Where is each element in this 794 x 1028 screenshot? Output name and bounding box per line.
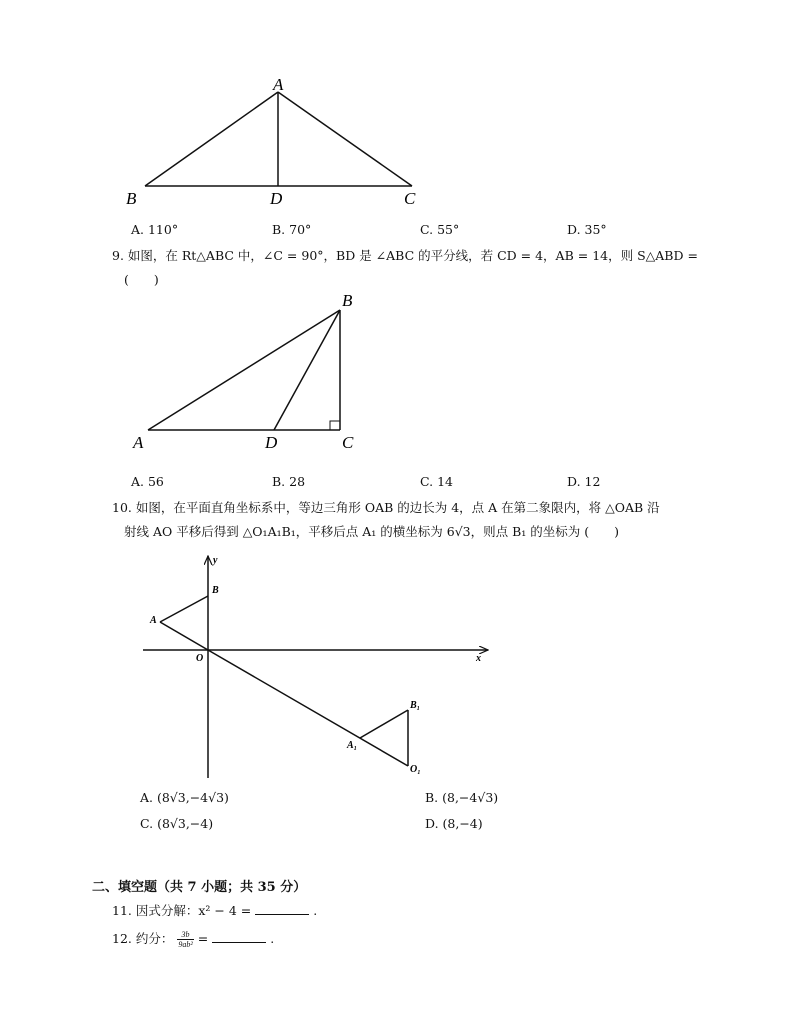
q10-option-d[interactable]: D. (8,−4) [425, 816, 483, 831]
q9-option-d[interactable]: D. 12 [567, 474, 601, 489]
q10-stem-line2: 射线 AO 平移后得到 △O₁A₁B₁，平移后点 A₁ 的横坐标为 6√3，则点 B₁ 的坐标为 ( ) [124, 524, 620, 539]
q12-prefix: 12. 约分： [112, 931, 174, 946]
q8-label-d: D [270, 189, 283, 208]
q11-answer-blank[interactable] [255, 902, 309, 915]
q9-stem-line2: ( ) [124, 272, 159, 287]
q10-label-x: x [476, 653, 481, 664]
q9-stem-line1: 9. 如图，在 Rt△ABC 中，∠C = 90°，BD 是 ∠ABC 的平分线，若 CD = 4，AB = 14，则 S△ABD = [112, 248, 698, 263]
q10-label-o: O [196, 653, 204, 664]
q10-label-y: y [213, 555, 218, 566]
q10-option-b[interactable]: B. (8,−4√3) [425, 790, 499, 805]
q12-fraction [177, 930, 193, 949]
q9-label-c: C [342, 433, 354, 452]
q10-option-c[interactable]: C. (8√3,−4) [140, 816, 214, 831]
q8-option-b[interactable]: B. 70° [272, 222, 312, 237]
q8-option-d[interactable]: D. 35° [567, 222, 607, 237]
q12-stem [112, 930, 274, 949]
q9-label-d: D [265, 433, 278, 452]
q12-answer-blank[interactable] [212, 930, 266, 943]
q11-stem [112, 902, 317, 919]
q10-label-a: A [150, 615, 157, 626]
q10-stem-line1: 10. 如图，在平面直角坐标系中，等边三角形 OAB 的边长为 4，点 A 在第二象限内，将 △OAB 沿 [112, 500, 660, 515]
q10-label-b: B [212, 585, 219, 596]
q8-label-c: C [404, 189, 416, 208]
q10-label-a1: A₁ [347, 740, 358, 751]
q12-period: . [270, 931, 275, 946]
section-2-title: 二、填空题（共 7 小题；共 35 分） [92, 880, 307, 895]
q9-option-b[interactable]: B. 28 [272, 474, 306, 489]
q10-side-oa [160, 622, 208, 650]
q12-denominator: 9ab² [178, 940, 193, 949]
q9-option-a[interactable]: A. 56 [131, 474, 164, 489]
q10-side-a1b1 [360, 710, 408, 738]
q9-option-c[interactable]: C. 14 [420, 474, 453, 489]
q12-numerator: 3b [177, 930, 193, 940]
q9-label-a: A [133, 433, 144, 452]
q8-label-a: A [273, 75, 284, 94]
q9-label-b: B [342, 291, 353, 310]
q11-text: 11. 因式分解：x² − 4 = [112, 903, 252, 918]
q10-label-o1: O₁ [410, 764, 421, 775]
q12-equals: = [197, 931, 209, 946]
q8-option-c[interactable]: C. 55° [420, 222, 460, 237]
q10-option-a[interactable]: A. (8√3,−4√3) [140, 790, 229, 805]
q8-option-a[interactable]: A. 110° [131, 222, 179, 237]
q11-period: . [313, 903, 318, 918]
q10-side-ab [160, 596, 208, 622]
q10-label-b1: B₁ [410, 700, 421, 711]
q10-ray-ao [208, 650, 408, 766]
q8-label-b: B [126, 189, 137, 208]
